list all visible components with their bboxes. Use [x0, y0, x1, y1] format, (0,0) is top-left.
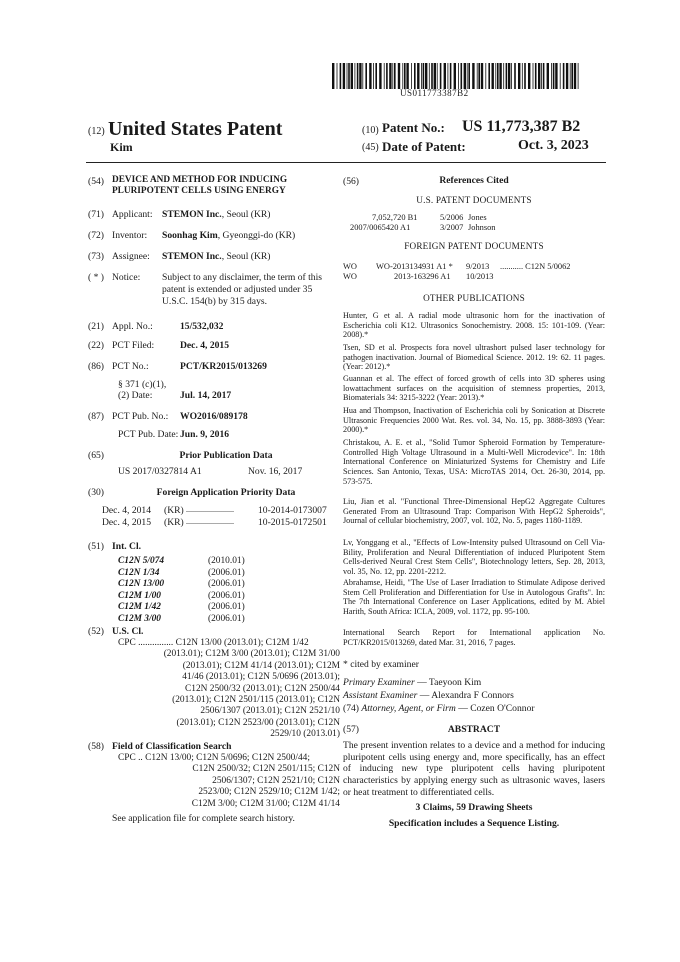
- header-rule: [86, 162, 606, 163]
- foreign-doc-date: 9/2013: [466, 262, 490, 271]
- notice-line-2: patent is extended or adjusted under 35: [162, 284, 313, 295]
- intcl-version: (2006.01): [208, 602, 245, 613]
- inventor-name: Soonhag Kim: [162, 230, 218, 241]
- appl-no-label: Appl. No.:: [112, 321, 153, 332]
- field-21-code: (21): [88, 321, 104, 332]
- cited-note: * cited by examiner: [343, 659, 419, 670]
- abstract-text: The present invention relates to a device and a method for inducing pluripotent cells using energy and, more specifically, has an effect of inducing new type pluripotent cells having pluripotent characteristics by applying energy such as ultrasonic waves, lasers or heat treatment to differentiated cells.: [343, 740, 605, 798]
- pct-pub-no-label: PCT Pub. No.:: [112, 411, 169, 422]
- document-title: United States Patent: [108, 118, 283, 140]
- cpc-line: (2013.01); C12M 3/00 (2013.01); C12M 31/00: [163, 649, 340, 660]
- notice-line-1: Subject to any disclaimer, the term of this: [162, 272, 323, 283]
- primary-examiner-name: — Taeyoon Kim: [417, 677, 482, 688]
- field-search-line: C12N 2500/32; C12N 2501/115; C12N: [192, 764, 340, 775]
- primary-examiner: [343, 677, 481, 689]
- date-code: (45): [362, 142, 379, 153]
- doc-code: (12): [88, 126, 105, 137]
- us-doc-date: 3/2007: [440, 223, 464, 232]
- field-search-heading: Field of Classification Search: [112, 741, 232, 752]
- priority-number: 10-2014-0173007: [258, 505, 327, 516]
- notice-code: ( * ): [88, 272, 104, 283]
- patent-no-label: Patent No.:: [382, 120, 445, 135]
- field-87-code: (87): [88, 411, 104, 422]
- priority-number: 10-2015-0172501: [258, 517, 327, 528]
- s371-date-value: Jul. 14, 2017: [180, 390, 232, 401]
- appl-no-value: 15/532,032: [180, 321, 224, 332]
- foreign-doc-country: WO: [343, 262, 357, 271]
- foreign-priority-heading: Foreign Application Priority Data: [156, 487, 296, 498]
- us-docs-heading: U.S. PATENT DOCUMENTS: [416, 195, 532, 205]
- intcl-class: C12N 5/074: [118, 556, 165, 566]
- field-58-code: (58): [88, 741, 104, 752]
- other-publication: Lv, Yonggang et al., "Effects of Low-Intensity pulsed Ultrasound on Cell Via-Bility, Proliferation and Neural Differentiation of induced Pluripotent Stem Cells-derived Neural Crest Stem Cells", Biotechnology letters, Sep. 28, 2013, vol. 35, No. 12, pp. 2201-2212.: [343, 538, 605, 577]
- inventor-location: , Gyeonggi-do (KR): [217, 230, 296, 241]
- inventor-label: Inventor:: [112, 230, 148, 241]
- notice-label: Notice:: [112, 272, 141, 283]
- priority-dots: ........................: [186, 517, 234, 526]
- field-51-code: (51): [88, 541, 104, 552]
- primary-examiner-label: Primary Examiner: [343, 677, 415, 688]
- field-74-code: (74): [343, 703, 359, 714]
- sequence-line: Specification includes a Sequence Listing.: [388, 818, 560, 829]
- pct-pub-no-value: WO2016/089178: [180, 411, 248, 422]
- field-73-code: (73): [88, 251, 104, 262]
- foreign-docs-heading: FOREIGN PATENT DOCUMENTS: [404, 241, 544, 251]
- assignee-label: Assignee:: [112, 251, 150, 262]
- other-publication: Abrahamse, Heidi, "The Use of Laser Irradiation to Stimulate Adipose derived Stem Cell Proliferation and Differentiation for Use in Autologous Grafts". In: The 7th International Conference on Laser Applications, edited by M. Abiel Harith, South Africa: ICLA, 2009, vol. 1172, pp. 95-100.: [343, 578, 605, 617]
- attorney: [343, 703, 535, 715]
- other-pubs-heading: OTHER PUBLICATIONS: [423, 293, 525, 303]
- applicant: [162, 209, 270, 221]
- other-publication: Tsen, SD et al. Prospects fora novel ultrashort pulsed laser technology for pathogen inactivation. Journal of Biomedical Science. 2012. 19: 62. 11 pages. (Year: 2012).*: [343, 343, 605, 372]
- field-search-line: 2506/1307; C12N 2521/10; C12N: [212, 775, 340, 786]
- uscl-heading: U.S. Cl.: [112, 626, 144, 637]
- pct-no-value: PCT/KR2015/013269: [180, 361, 267, 372]
- intcl-heading: Int. Cl.: [112, 541, 142, 552]
- foreign-doc-number: WO-2013134931 A1 *: [376, 262, 453, 271]
- attorney-name: — Cozen O'Connor: [458, 703, 535, 714]
- field-search-line: C12M 3/00; C12M 31/00; C12M 41/14: [191, 798, 340, 809]
- prior-pub-date: Nov. 16, 2017: [248, 466, 303, 477]
- applicant-label: Applicant:: [112, 209, 153, 220]
- priority-date: Dec. 4, 2015: [102, 517, 152, 528]
- patent-no-code: (10): [362, 125, 379, 136]
- pct-filed-label: PCT Filed:: [112, 340, 155, 351]
- patent-number: US 11,773,387 B2: [462, 118, 581, 135]
- barcode: [332, 63, 582, 89]
- assignee: [162, 251, 270, 263]
- date-of-patent: Oct. 3, 2023: [518, 138, 589, 153]
- intcl-version: (2010.01): [208, 556, 245, 566]
- intcl-class: C12N 13/00: [118, 579, 165, 590]
- prior-pub-number: US 2017/0327814 A1: [118, 466, 202, 477]
- prior-pub-heading: Prior Publication Data: [179, 450, 273, 461]
- pct-no-label: PCT No.:: [112, 361, 149, 372]
- inventor-surname: Kim: [110, 140, 133, 154]
- s371-label: § 371 (c)(1),: [118, 379, 167, 390]
- abstract-heading: ABSTRACT: [447, 724, 501, 735]
- other-publication: Guannan et al. The effect of forced growth of cells into 3D spheres using lowattachment surfaces on the acquisition of stemness properties, 2013, Biomaterials 34: 3215-3222 (Year: 2013).*: [343, 374, 605, 403]
- field-search-line: CPC .. C12N 13/00; C12N 5/0696; C12N 2500/44;: [118, 753, 310, 763]
- field-22-code: (22): [88, 340, 104, 351]
- priority-country: (KR): [164, 505, 184, 516]
- priority-date: Dec. 4, 2014: [102, 505, 152, 516]
- assignee-name: STEMON Inc.: [162, 251, 222, 262]
- applicant-location: , Seoul (KR): [221, 209, 271, 220]
- other-publication: Christakou, A. E. et al., "Solid Tumor Spheroid Formation by Temperature-Controlled High Voltage Ultrasound in a Multi-Well Microdevice". In: 18th International Conference on Miniaturized Systems for Chemistry and Life Sciences. San Antonio, Texas, USA: MicroTAS 2014, Oct. 26-30, 2014, pp. 573-575.: [343, 438, 605, 486]
- assistant-examiner-label: Assistant Examiner: [343, 690, 418, 701]
- priority-country: (KR): [164, 517, 184, 528]
- us-doc-number: 7,052,720 B1: [372, 213, 418, 222]
- applicant-name: STEMON Inc.: [162, 209, 222, 220]
- s371-date-label: (2) Date:: [118, 390, 153, 401]
- assistant-examiner-name: — Alexandra F Connors: [419, 690, 514, 701]
- other-publication: Hunter, G et al. A radial mode ultrasonic horn for the inactivation of Escherichia coli K12. Ultrasonics Sonochemistry. 2008. 15: 101-109. (Year: 2008).*: [343, 311, 605, 340]
- field-search-note: See application file for complete search history.: [112, 813, 295, 824]
- inventor: [162, 230, 295, 242]
- intcl-class: C12M 1/42: [118, 602, 161, 613]
- intcl-class: C12N 1/34: [118, 567, 160, 578]
- other-publication: Hua and Thompson, Inactivation of Escherichia coli by Sonication at Discrete Ultrasonic Frequencies 2000 Wat. Res. vol. 34, No. 15, pp. 3888-3893 (Year: 2000).*: [343, 406, 605, 435]
- assignee-location: , Seoul (KR): [221, 251, 271, 262]
- cpc-line: (2013.01); C12N 2523/00 (2013.01); C12N: [176, 717, 340, 728]
- invention-title-line-2: PLURIPOTENT CELLS USING ENERGY: [112, 186, 286, 196]
- cpc-line: C12N 2500/32 (2013.01); C12N 2500/44: [185, 683, 340, 694]
- other-publication: Liu, Jian et al. "Functional Three-Dimensional HepG2 Aggregate Cultures Generated From an Ultrasound Trap: Comparison With HepG2 Spheroids", Journal of cellular biochemistry, 2007, vol. 102, No. 5, pages 1180-1189.: [343, 497, 605, 526]
- pct-pub-date-value: Jun. 9, 2016: [180, 429, 230, 440]
- field-54-code: (54): [88, 176, 104, 187]
- us-doc-number: 2007/0065420 A1: [350, 223, 411, 232]
- intcl-version: (2006.01): [208, 579, 245, 590]
- field-72-code: (72): [88, 230, 104, 241]
- other-publication: International Search Report for International application No. PCT/KR2015/013269, dated Mar. 31, 2016, 7 pages.: [343, 628, 605, 647]
- us-doc-name: Jones: [468, 213, 487, 222]
- cpc-line: CPC ............... C12N 13/00 (2013.01); C12M 1/42: [118, 638, 309, 648]
- invention-title-line-1: DEVICE AND METHOD FOR INDUCING: [112, 175, 288, 185]
- assistant-examiner: [343, 690, 514, 702]
- cpc-line: (2013.01); C12N 2501/115 (2013.01); C12N: [172, 695, 340, 705]
- intcl-version: (2006.01): [208, 614, 245, 624]
- foreign-doc-country: WO: [343, 272, 357, 281]
- field-86-code: (86): [88, 361, 104, 372]
- field-52-code: (52): [88, 626, 104, 637]
- foreign-doc-number: 2013-163296 A1: [394, 272, 451, 281]
- claims-line: 3 Claims, 59 Drawing Sheets: [415, 802, 533, 813]
- field-71-code: (71): [88, 209, 104, 220]
- foreign-doc-class: ........... C12N 5/0062: [500, 262, 571, 271]
- field-56-code: (56): [343, 176, 359, 187]
- references-heading: References Cited: [439, 175, 509, 186]
- field-30-code: (30): [88, 487, 104, 498]
- field-65-code: (65): [88, 450, 104, 461]
- cpc-line: 2506/1307 (2013.01); C12N 2521/10: [200, 706, 340, 717]
- field-search-line: 2523/00; C12N 2529/10; C12M 1/42;: [198, 787, 340, 798]
- foreign-doc-date: 10/2013: [466, 272, 494, 281]
- intcl-class: C12M 3/00: [118, 614, 161, 624]
- intcl-version: (2006.01): [208, 590, 245, 601]
- cpc-line: 2529/10 (2013.01): [270, 729, 340, 740]
- pct-pub-date-label: PCT Pub. Date:: [118, 429, 179, 440]
- us-doc-date: 5/2006: [440, 213, 464, 222]
- notice-line-3: U.S.C. 154(b) by 315 days.: [162, 296, 267, 307]
- cpc-line: 41/46 (2013.01); C12N 5/0696 (2013.01);: [182, 672, 340, 683]
- cpc-line: (2013.01); C12M 41/14 (2013.01); C12M: [182, 660, 340, 671]
- attorney-label: Attorney, Agent, or Firm: [361, 703, 456, 714]
- intcl-class: C12M 1/00: [118, 590, 161, 601]
- field-57-code: (57): [343, 724, 359, 735]
- priority-dots: ........................: [186, 505, 234, 514]
- pct-filed-value: Dec. 4, 2015: [180, 340, 230, 351]
- date-label: Date of Patent:: [382, 139, 466, 154]
- intcl-version: (2006.01): [208, 567, 245, 578]
- us-doc-name: Johnson: [468, 223, 496, 232]
- publication-number: US011773387B2: [400, 88, 469, 98]
